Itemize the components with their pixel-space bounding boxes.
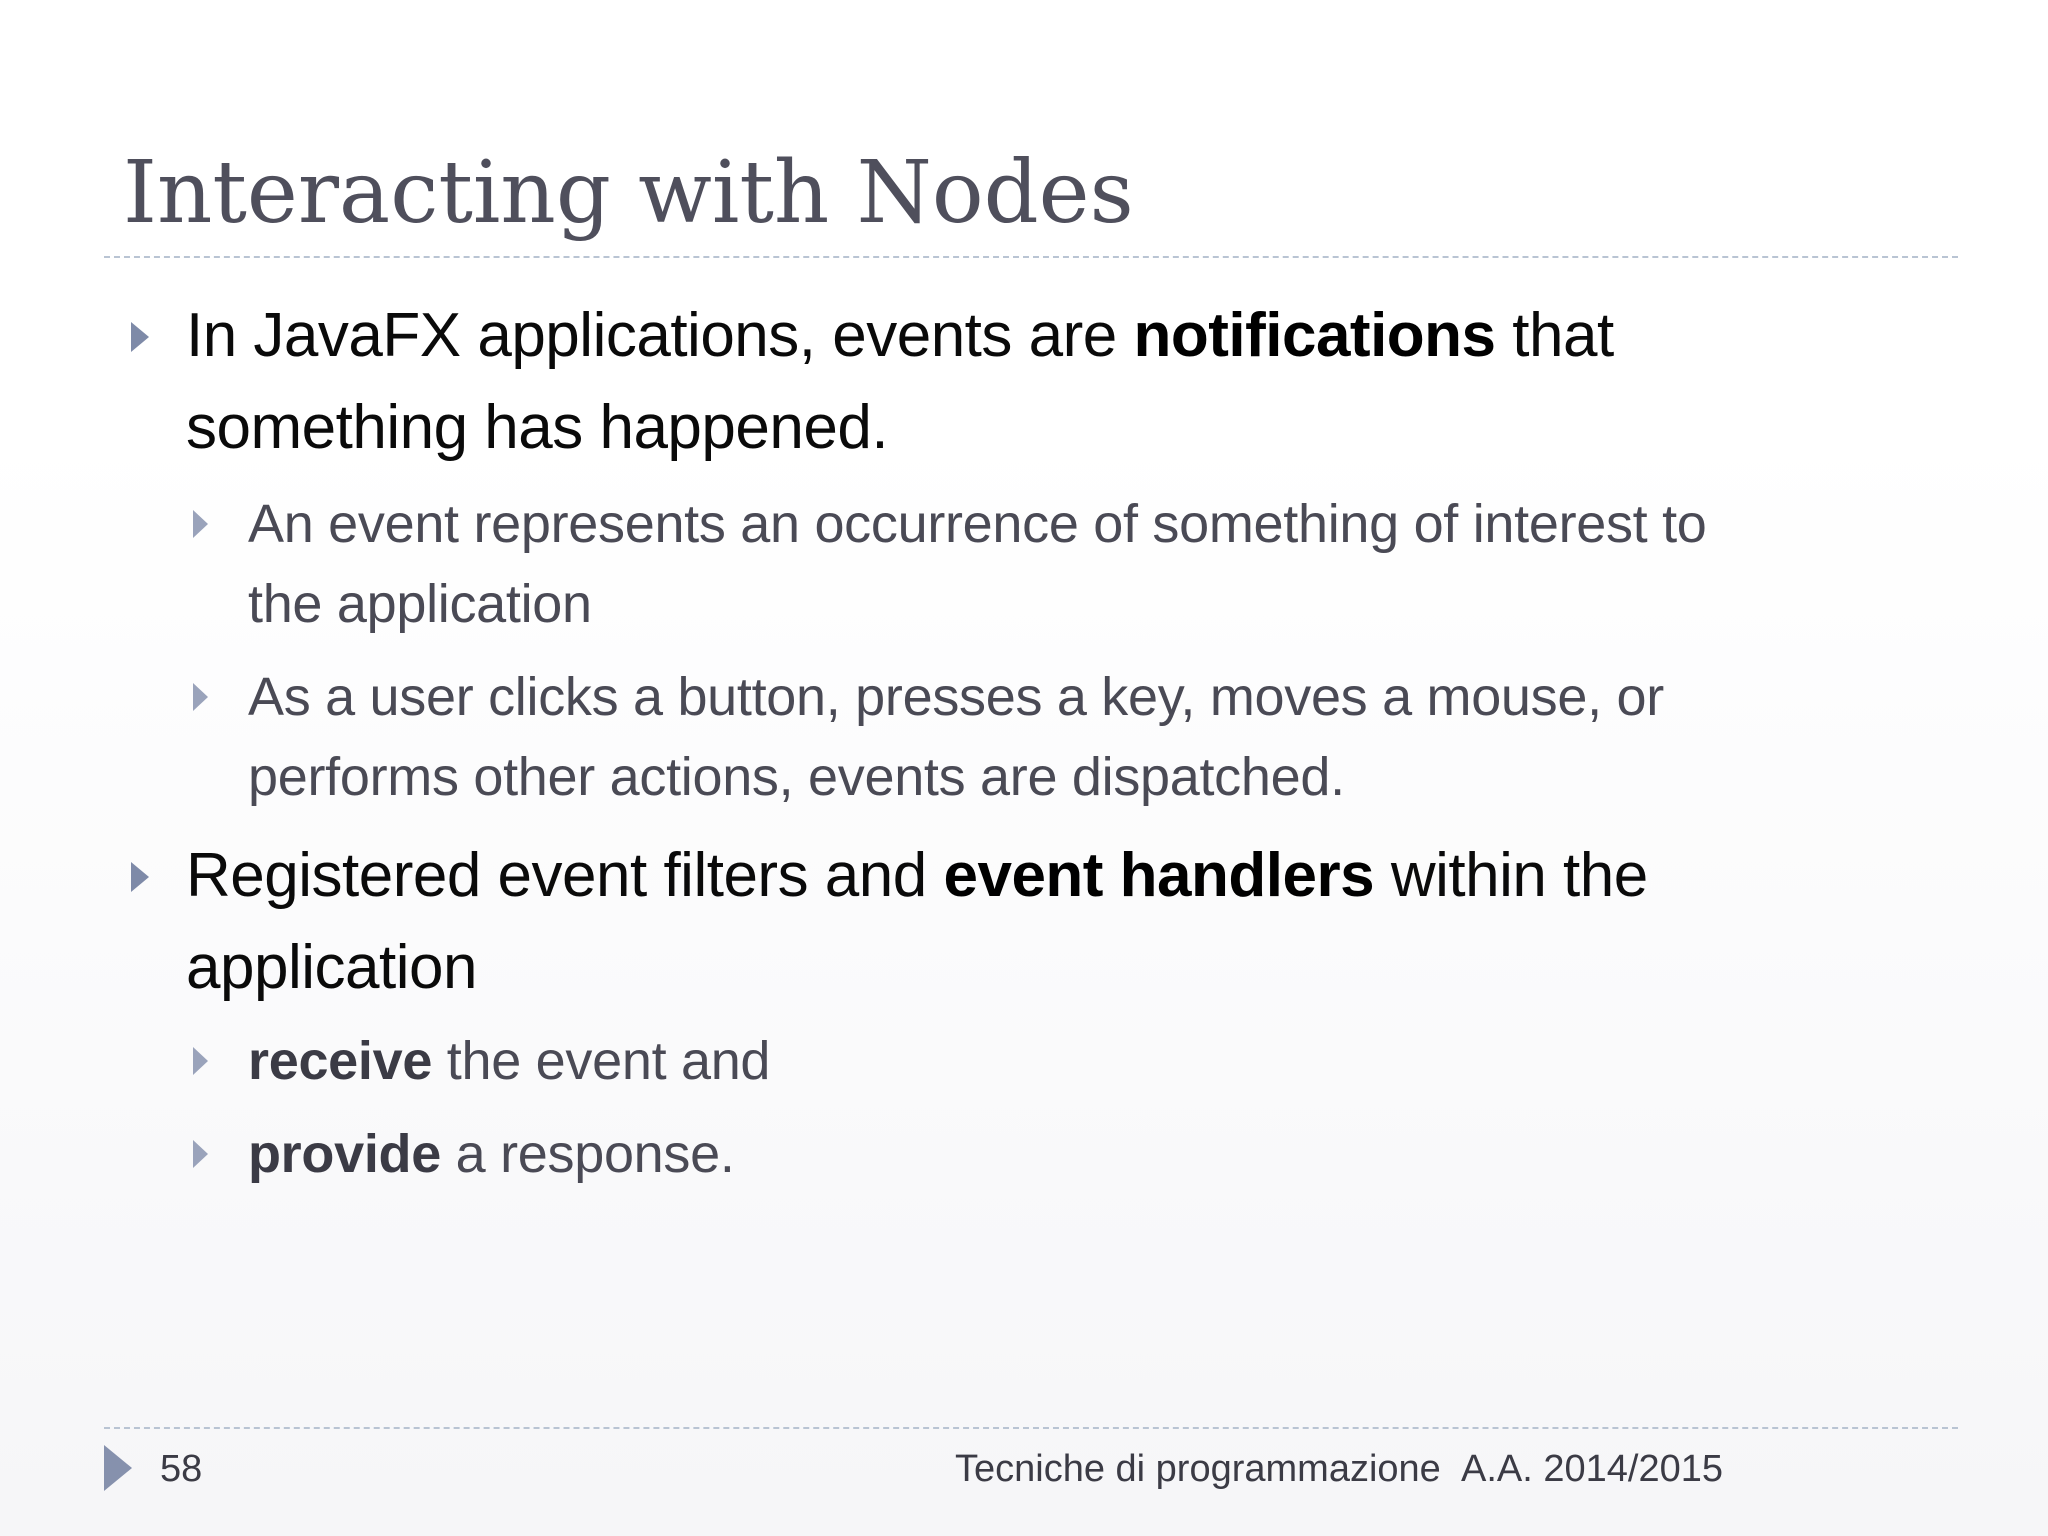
bullet-text-continued: [186, 922, 477, 1014]
slide-title: Interacting with Nodes: [123, 143, 1134, 243]
sub-bullet-text: [248, 657, 1664, 737]
text-segment: the event and: [432, 1031, 771, 1091]
bold-text: notifications: [1133, 301, 1496, 370]
academic-year: A.A. 2014/2015: [1461, 1448, 1723, 1490]
bullet-text-continued: [186, 382, 888, 474]
sub-bullet-text: [248, 484, 1707, 564]
footer-divider: [104, 1427, 1958, 1429]
text-segment: An event represents an occurrence of something of interest to: [248, 494, 1707, 554]
text-segment: Registered event filters and: [186, 841, 944, 910]
page-number: 58: [160, 1448, 203, 1490]
text-segment: the application: [248, 574, 592, 634]
sub-bullet-text-continued: [248, 737, 1345, 817]
bullet-text: [186, 830, 1648, 922]
text-segment: performs other actions, events are dispatched.: [248, 747, 1345, 807]
footer-arrow-icon: [104, 1445, 132, 1491]
text-segment: As a user clicks a button, presses a key, moves a mouse, or: [248, 667, 1664, 727]
text-segment: In JavaFX applications, events are: [186, 301, 1134, 370]
text-segment: a response.: [440, 1124, 735, 1184]
sub-bullet-text: [248, 1114, 735, 1194]
sub-bullet-text: [248, 1021, 770, 1101]
bold-text: provide: [248, 1124, 441, 1184]
sub-bullet-arrow-icon: [193, 683, 208, 711]
text-segment: something has happened.: [186, 393, 889, 462]
text-segment: within the: [1374, 841, 1648, 910]
bold-text: receive: [248, 1031, 433, 1091]
text-segment: that: [1495, 301, 1614, 370]
sub-bullet-arrow-icon: [193, 510, 208, 538]
sub-bullet-arrow-icon: [193, 1047, 208, 1075]
bullet-text: [186, 290, 1614, 382]
sub-bullet-text-continued: [248, 564, 592, 644]
bullet-arrow-icon: [131, 862, 149, 892]
sub-bullet-arrow-icon: [193, 1140, 208, 1168]
course-name: Tecniche di programmazione: [955, 1448, 1441, 1490]
text-segment: application: [186, 933, 477, 1002]
bold-text: event handlers: [943, 841, 1375, 910]
bullet-arrow-icon: [131, 322, 149, 352]
